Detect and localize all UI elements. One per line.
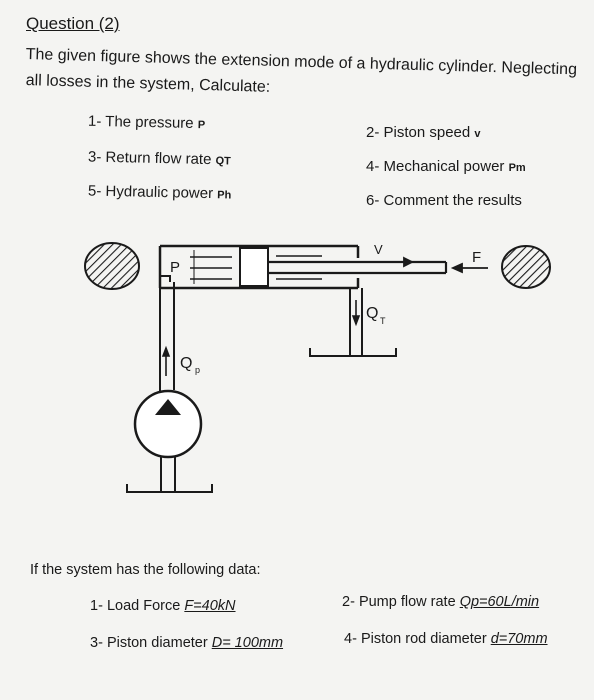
data-item-4 (344, 631, 548, 647)
left-wall-hatch (85, 243, 139, 289)
intro-line-2: all losses in the system, Calculate: (25, 72, 271, 96)
task-2-text: Piston speed (383, 124, 471, 141)
data-item-3-text: Piston diameter (106, 635, 208, 651)
data-item-1-text: Load Force (106, 598, 181, 614)
data-item-1 (90, 598, 236, 614)
supply-line (160, 276, 174, 400)
task-5-num: 5- (87, 182, 102, 200)
label-p: P (170, 259, 181, 276)
data-heading: If the system has the following data: (30, 562, 261, 578)
flow-lines-right (276, 256, 322, 279)
data-item-2 (342, 594, 539, 610)
pump-suction (127, 457, 212, 492)
task-6-num: 6- (366, 192, 380, 209)
qt-arrow (353, 300, 359, 324)
data-item-1-value: F=40kN (184, 598, 236, 614)
data-item-1-num: 1- (90, 598, 103, 614)
label-v: V (374, 242, 383, 257)
label-qp-sub: p (195, 365, 201, 375)
task-3-text: Return flow rate (105, 148, 212, 169)
data-item-2-text: Pump flow rate (358, 594, 456, 610)
question-title: Question (2) (26, 14, 120, 33)
data-item-3 (90, 635, 283, 651)
task-3-num: 3- (87, 148, 102, 166)
task-4-symbol: Pm (508, 162, 526, 174)
task-6-text: Comment the results (383, 192, 522, 209)
task-2-symbol: v (474, 128, 481, 140)
data-item-4-text: Piston rod diameter (360, 631, 487, 647)
label-qp: Q (180, 355, 193, 372)
data-item-3-value: D= 100mm (211, 635, 284, 651)
piston-rod (268, 262, 446, 273)
flow-lines-left (190, 250, 232, 284)
task-5-text: Hydraulic power (105, 182, 214, 203)
label-qt: Q (366, 305, 379, 322)
label-f: F (472, 249, 482, 266)
data-item-4-value: d=70mm (490, 631, 548, 647)
right-load-hatch (502, 246, 550, 288)
task-5-symbol: Ph (217, 189, 232, 202)
qp-arrow (163, 348, 169, 376)
data-item-2-num: 2- (342, 594, 355, 610)
task-4-num: 4- (366, 158, 380, 175)
data-item-3-num: 3- (90, 635, 103, 651)
intro-line-1: The given figure shows the extension mode of a hydraulic cylinder. Neglecting (25, 46, 578, 79)
velocity-arrow (364, 258, 412, 266)
label-qt-sub: T (380, 316, 386, 326)
piston (240, 248, 268, 286)
data-item-2-value: Qp=60L/min (459, 594, 540, 610)
data-item-4-num: 4- (344, 631, 357, 647)
task-1-num: 1- (87, 112, 102, 131)
task-1-symbol: P (197, 119, 206, 132)
task-3-symbol: QT (215, 155, 231, 168)
force-arrow (453, 264, 488, 272)
task-2-num: 2- (366, 124, 380, 141)
task-4-text: Mechanical power (383, 158, 505, 175)
task-1-text: The pressure (105, 113, 194, 132)
